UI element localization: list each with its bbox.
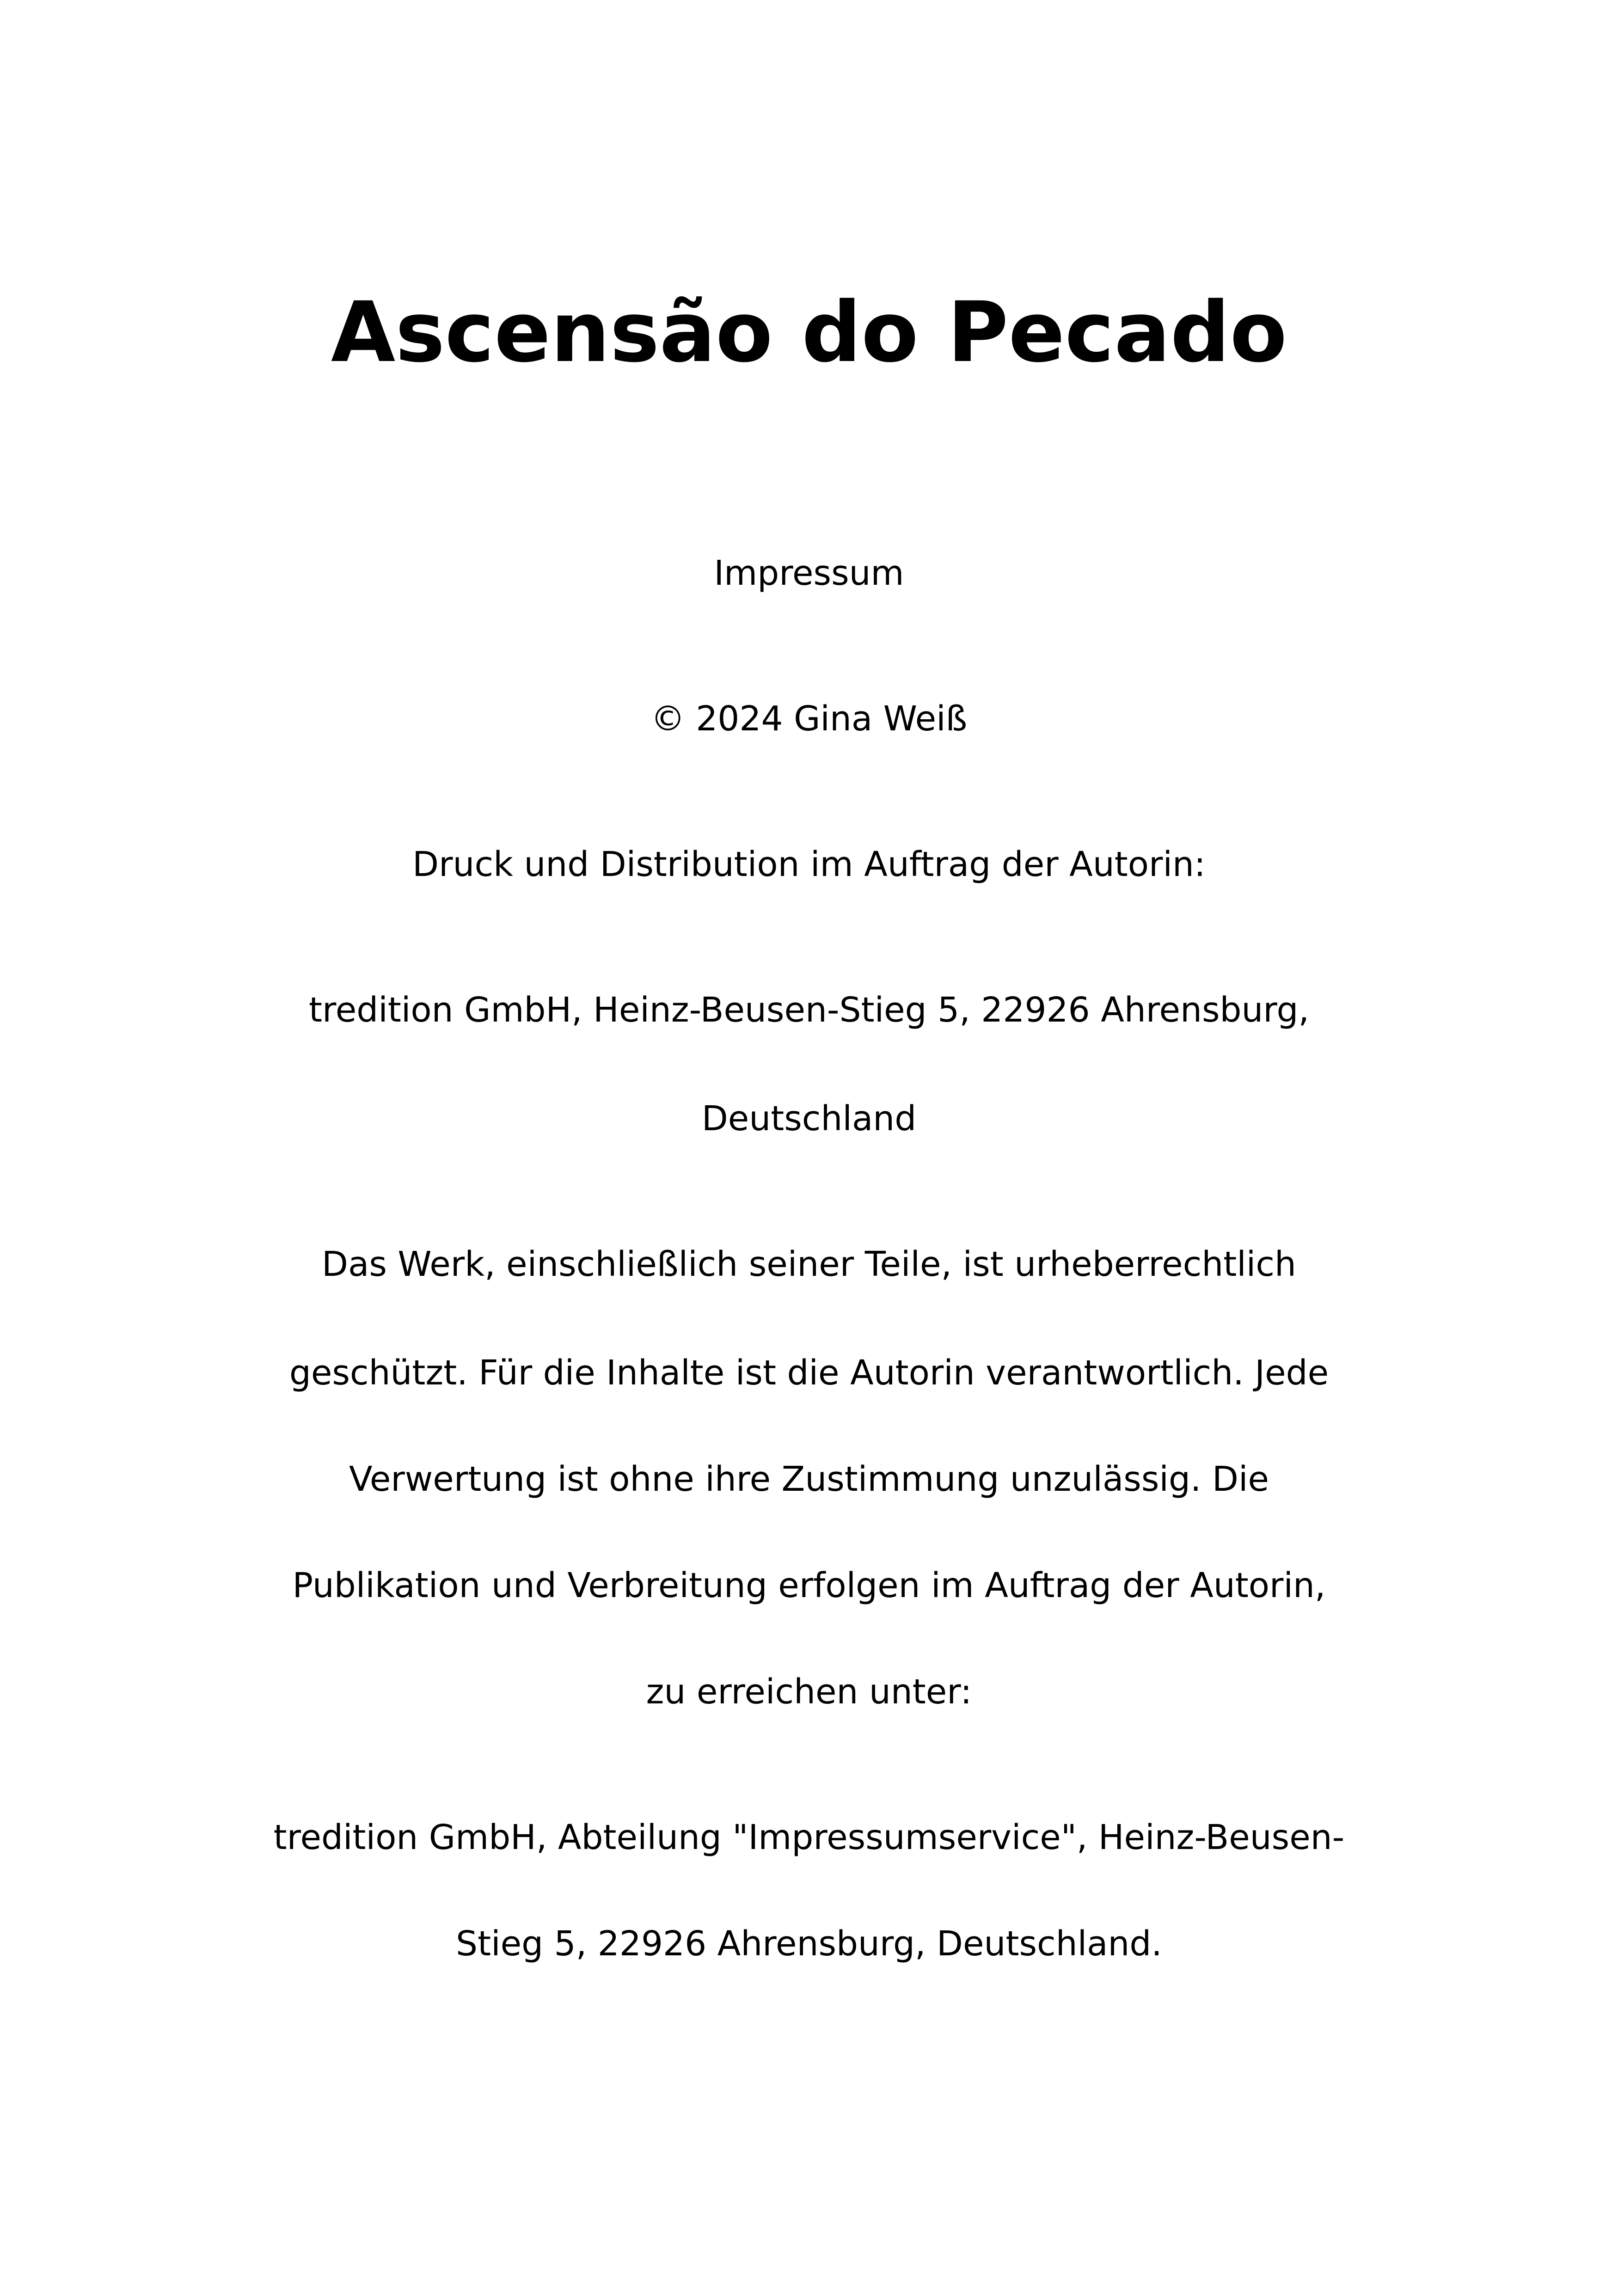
rights-notice-line-1: Das Werk, einschließlich seiner Teile, ist urheberrechtlich (322, 1244, 1296, 1284)
rights-notice-line-5: zu erreichen unter: (646, 1672, 972, 1712)
copyright-line: © 2024 Gina Weiß (650, 699, 968, 739)
service-address-line-1: tredition GmbH, Abteilung "Impressumservice", Heinz-Beusen- (273, 1818, 1345, 1857)
publisher-address-line-2: Deutschland (701, 1099, 917, 1139)
book-title: Ascensão do Pecado (331, 284, 1287, 381)
rights-notice-line-3: Verwertung ist ohne ihre Zustimmung unzulässig. Die (349, 1459, 1269, 1499)
service-address-line-2: Stieg 5, 22926 Ahrensburg, Deutschland. (456, 1924, 1162, 1964)
rights-notice-line-2: geschützt. Für die Inhalte ist die Autorin verantwortlich. Jede (289, 1353, 1329, 1393)
rights-notice-line-4: Publikation und Verbreitung erfolgen im Auftrag der Autorin, (292, 1566, 1326, 1605)
publisher-address-line-1: tredition GmbH, Heinz-Beusen-Stieg 5, 22926 Ahrensburg, (308, 990, 1310, 1030)
print-distribution-line: Druck und Distribution im Auftrag der Autorin: (412, 845, 1206, 884)
imprint-heading: Impressum (714, 553, 904, 593)
